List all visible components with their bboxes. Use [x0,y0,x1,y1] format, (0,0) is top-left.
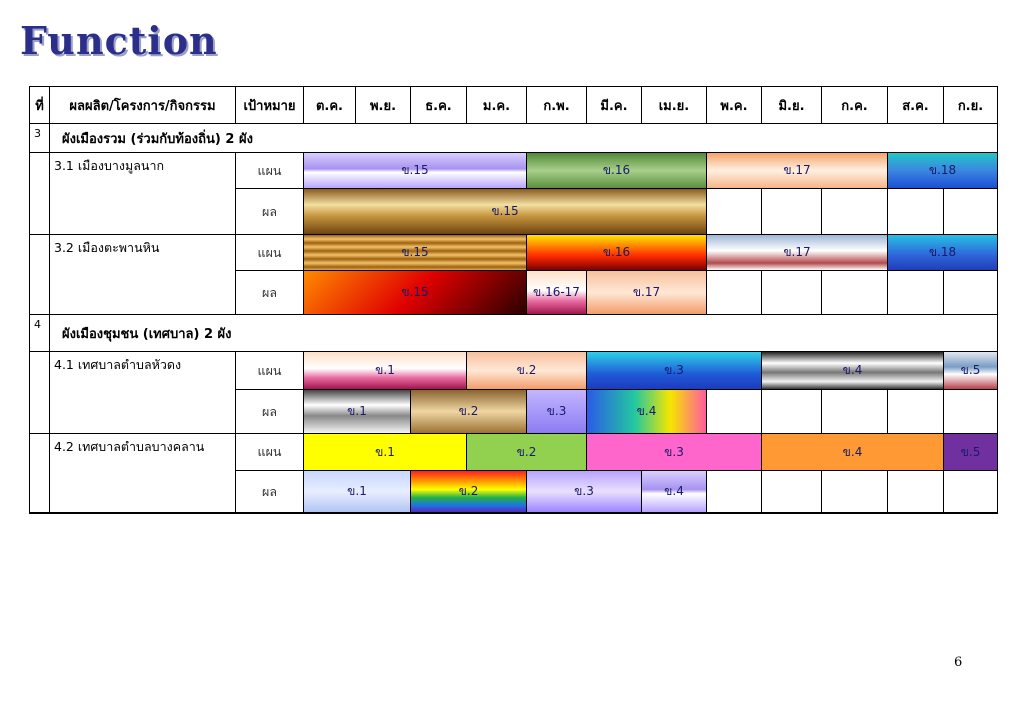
section-title: ผังเมืองชุมชน (เทศบาล) 2 ผัง [50,315,997,352]
timeline-bar: ข.2 [467,434,587,471]
header-month: พ.ย. [356,87,411,124]
timeline-bar: ข.1 [304,434,467,471]
page-title: Function [20,18,218,63]
header-month: พ.ค. [707,87,762,124]
timeline-bar: ข.18 [888,153,997,189]
month-cell [822,189,888,235]
month-cell [707,189,762,235]
timeline-bar: ข.15 [304,189,707,235]
timeline-bar: ข.3 [587,352,762,390]
timeline-bar: ข.17 [707,153,888,189]
month-cell [707,390,762,434]
page-number: 6 [954,655,963,670]
header-item: ผลผลิต/โครงการ/กิจกรรม [50,87,236,124]
timeline-bar: ข.1 [304,471,411,513]
month-cell [762,189,822,235]
header-month: ต.ค. [304,87,356,124]
schedule-table [29,86,998,514]
month-cell [762,390,822,434]
header-no: ที่ [30,87,50,124]
header-month: ก.ค. [822,87,888,124]
timeline-bar: ข.4 [762,352,944,390]
item-name: 4.2 เทศบาลตำบลบางคลาน [50,434,236,513]
section-number: 3 [30,124,50,153]
timeline-bar: ข.4 [642,471,707,513]
month-cell [944,189,997,235]
timeline-bar: ข.4 [762,434,944,471]
result-label: ผล [236,471,304,513]
plan-label: แผน [236,434,304,471]
header-target: เป้าหมาย [236,87,304,124]
header-month: ก.ย. [944,87,997,124]
header-month: มี.ค. [587,87,642,124]
header-month: ส.ค. [888,87,944,124]
month-cell [888,189,944,235]
month-cell [944,390,997,434]
timeline-bar: ข.3 [587,434,762,471]
month-cell [888,471,944,513]
timeline-bar: ข.5 [944,434,997,471]
timeline-bar: ข.17 [707,235,888,271]
timeline-bar: ข.16-17 [527,271,587,315]
item-name: 3.2 เมืองตะพานหิน [50,235,236,315]
timeline-bar: ข.1 [304,352,467,390]
month-cell [762,271,822,315]
result-label: ผล [236,271,304,315]
month-cell [822,390,888,434]
month-cell [888,390,944,434]
plan-label: แผน [236,235,304,271]
timeline-bar: ข.2 [467,352,587,390]
blank-no-cell [30,352,50,434]
plan-label: แผน [236,153,304,189]
header-month: เม.ย. [642,87,707,124]
month-cell [944,471,997,513]
header-month: ธ.ค. [411,87,467,124]
month-cell [822,271,888,315]
header-month: ก.พ. [527,87,587,124]
timeline-bar: ข.2 [411,390,527,434]
timeline-bar: ข.3 [527,471,642,513]
timeline-bar: ข.2 [411,471,527,513]
blank-no-cell [30,153,50,235]
header-month: ม.ค. [467,87,527,124]
month-cell [888,271,944,315]
result-label: ผล [236,390,304,434]
item-name: 4.1 เทศบาลตำบลหัวดง [50,352,236,434]
section-number: 4 [30,315,50,352]
month-cell [944,271,997,315]
timeline-bar: ข.1 [304,390,411,434]
item-name: 3.1 เมืองบางมูลนาก [50,153,236,235]
month-cell [707,271,762,315]
timeline-bar: ข.17 [587,271,707,315]
header-month: มิ.ย. [762,87,822,124]
timeline-bar: ข.5 [944,352,997,390]
month-cell [707,471,762,513]
timeline-bar: ข.18 [888,235,997,271]
section-title: ผังเมืองรวม (ร่วมกับท้องถิ่น) 2 ผัง [50,124,997,153]
timeline-bar: ข.15 [304,235,527,271]
timeline-bar: ข.4 [587,390,707,434]
timeline-bar: ข.16 [527,153,707,189]
blank-no-cell [30,235,50,315]
month-cell [762,471,822,513]
result-label: ผล [236,189,304,235]
plan-label: แผน [236,352,304,390]
month-cell [822,471,888,513]
timeline-bar: ข.15 [304,153,527,189]
timeline-bar: ข.15 [304,271,527,315]
timeline-bar: ข.16 [527,235,707,271]
blank-no-cell [30,434,50,513]
timeline-bar: ข.3 [527,390,587,434]
